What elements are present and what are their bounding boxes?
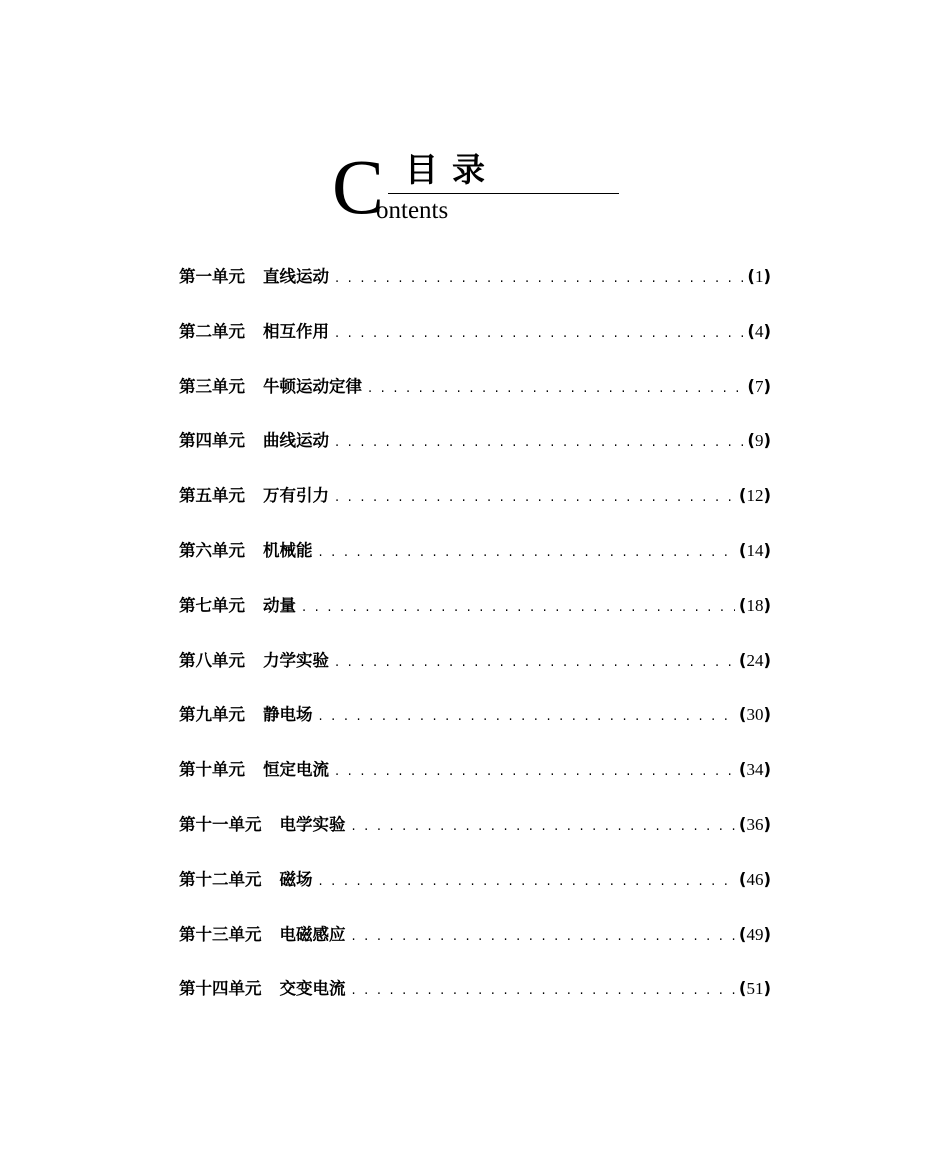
toc-entry[interactable] [179,755,771,810]
toc-page: (1) [747,267,771,286]
toc-entry[interactable] [179,920,771,975]
dot-leader [335,648,735,678]
dot-leader [335,319,743,349]
toc-unit: 第四单元 [179,431,245,451]
toc-unit: 第六单元 [179,540,245,560]
toc-entry[interactable] [179,426,771,481]
toc-entry[interactable] [179,262,771,317]
toc-unit: 第九单元 [179,705,245,725]
dot-leader [352,922,735,952]
dot-leader [302,593,735,623]
toc-title: 牛顿运动定律 [263,376,362,396]
toc-title: 交变电流 [279,979,346,999]
dot-leader [319,538,735,568]
toc-page: (14) [738,540,771,560]
toc-title: 曲线运动 [263,431,329,451]
toc-title: 机械能 [263,540,313,560]
toc-title: 动量 [263,595,296,615]
dot-leader [335,264,743,294]
toc-page: (36) [738,814,771,834]
toc-title: 电学实验 [279,814,346,834]
toc-page: (46) [738,869,771,889]
english-title: ontents [376,197,449,224]
toc-page: (7) [747,376,771,396]
toc-title: 磁场 [279,869,313,889]
toc-page: (51) [738,979,771,999]
toc-unit: 第十一单元 [179,814,262,834]
toc-entry[interactable] [179,974,771,1029]
toc-title: 万有引力 [263,486,329,506]
dot-leader [319,702,735,732]
toc-title: 电磁感应 [279,924,346,944]
header-rule [388,193,619,194]
contents-initial-letter: C [332,143,385,230]
toc-entry[interactable] [179,372,771,427]
toc-entry[interactable] [179,646,771,701]
toc-unit: 第十三单元 [179,924,262,944]
toc-page: (24) [738,650,771,670]
toc-unit: 第三单元 [179,376,245,396]
toc-title: 直线运动 [263,267,329,286]
toc-page: (4) [747,321,771,341]
toc-page: (34) [738,760,771,780]
toc-unit: 第七单元 [179,595,245,615]
toc-unit: 第十单元 [179,760,245,780]
toc-page: (30) [738,705,771,725]
toc-unit: 第二单元 [179,321,245,341]
toc-unit: 第十四单元 [179,979,262,999]
dot-leader [335,757,735,787]
toc-entry[interactable] [179,700,771,755]
toc-page: (49) [738,924,771,944]
toc-page: (12) [738,486,771,506]
toc-unit: 第八单元 [179,650,245,670]
dot-leader [335,428,743,458]
toc-unit: 第十二单元 [179,869,262,889]
toc-entry[interactable] [179,536,771,591]
toc-title: 静电场 [263,705,313,725]
dot-leader [368,374,743,404]
toc-title: 相互作用 [263,321,329,341]
toc-entry[interactable] [179,810,771,865]
contents-header [332,143,622,230]
page-title: 目录 [405,150,499,189]
toc-page: (9) [747,431,771,451]
dot-leader [335,483,735,513]
toc-page: (18) [738,595,771,615]
table-of-contents [179,262,771,1029]
dot-leader [319,867,735,897]
toc-title: 力学实验 [263,650,329,670]
dot-leader [352,976,735,1006]
toc-unit: 第一单元 [179,267,245,286]
toc-unit: 第五单元 [179,486,245,506]
toc-entry[interactable] [179,317,771,372]
toc-entry[interactable] [179,481,771,536]
dot-leader [352,812,735,842]
toc-entry[interactable] [179,865,771,920]
toc-title: 恒定电流 [263,760,329,780]
toc-entry[interactable] [179,591,771,646]
